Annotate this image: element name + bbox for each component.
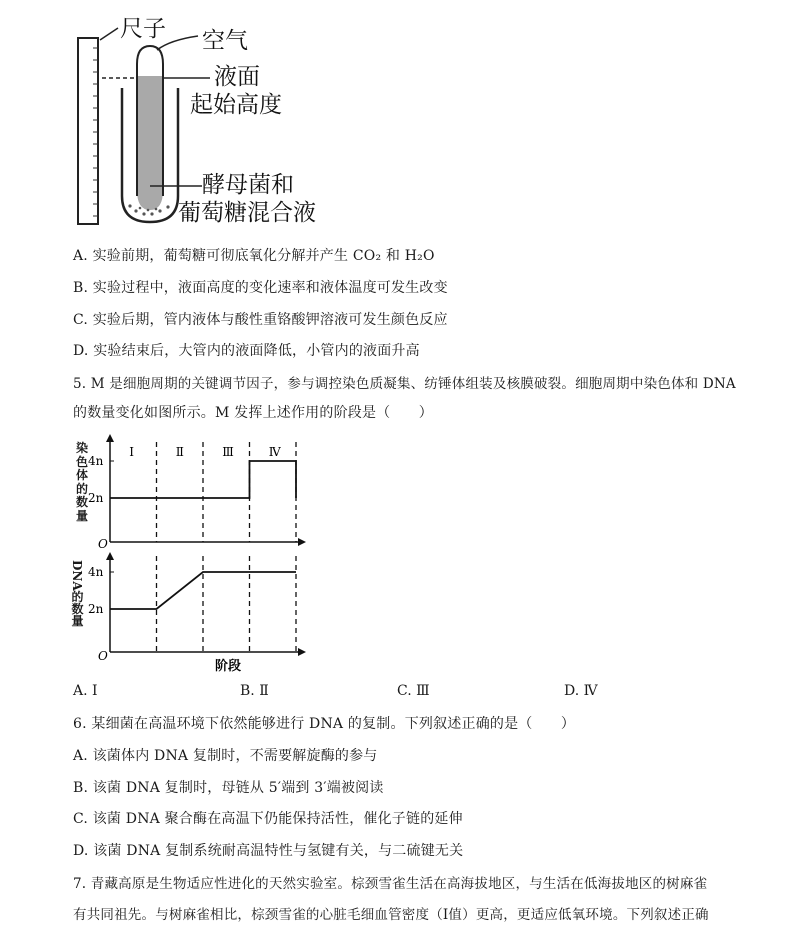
dna-tick-2n: 2n: [88, 602, 104, 616]
label-yeast: 酵母菌和: [202, 172, 294, 198]
label-initial-height: 起始高度: [190, 92, 282, 118]
q5-stem-line1: 5. M 是细胞周期的关键调节因子，参与调控染色质凝集、纺锤体组装及核膜破裂。细胞周期中染色体和 DNA: [73, 376, 736, 392]
chromosome-tick-2n: 2n: [88, 491, 104, 505]
q4-option-c: C. 实验后期，管内液体与酸性重铬酸钾溶液可发生颜色反应: [73, 312, 448, 328]
chromosome-x-arrow: [298, 538, 306, 546]
q4-option-d: D. 实验结束后，大管内的液面降低，小管内的液面升高: [73, 343, 420, 359]
q6-stem: 6. 某细菌在高温环境下依然能够进行 DNA 的复制。下列叙述正确的是（ ）: [73, 716, 576, 732]
dna-x-arrow: [298, 648, 306, 656]
q5-option-d: D. Ⅳ: [564, 683, 598, 699]
q6-option-a: A. 该菌体内 DNA 复制时，不需要解旋酶的参与: [73, 748, 378, 764]
chromosome-y-label: 染色体的数量: [76, 441, 89, 523]
chromosome-y-arrow: [106, 434, 114, 442]
stage-label: Ⅱ: [175, 445, 184, 459]
q5-option-c: C. Ⅲ: [397, 683, 430, 699]
label-glucose-mix: 葡萄糖混合液: [178, 200, 316, 226]
q7-stem-line2: 有共同祖先。与树麻雀相比，棕颈雪雀的心脏毛细血管密度（Ⅰ值）更高，更适应低氧环境。下列叙述正确: [73, 907, 709, 923]
dna-y-label: DNA的数量: [70, 560, 84, 627]
stage-label: Ⅲ: [222, 445, 234, 459]
q6-option-b: B. 该菌 DNA 复制时，母链从 5′端到 3′端被阅读: [73, 780, 384, 796]
x-axis-label: 阶段: [215, 659, 242, 674]
q5-option-b: B. Ⅱ: [240, 683, 269, 699]
q4-option-b: B. 实验过程中，液面高度的变化速率和液体温度可发生改变: [73, 280, 448, 296]
label-liquid-level: 液面: [214, 64, 260, 90]
q6-option-c: C. 该菌 DNA 聚合酶在高温下仍能保持活性，催化子链的延伸: [73, 811, 463, 827]
chromosome-panel: [88, 434, 306, 551]
dna-origin: O: [98, 649, 108, 663]
dna-panel: [88, 552, 306, 674]
q5-stem-line2: 的数量变化如图所示。M 发挥上述作用的阶段是（ ）: [73, 405, 433, 421]
chromosome-tick-4n: 4n: [88, 454, 104, 468]
q5-chart: [70, 434, 310, 674]
stage-dividers: [157, 556, 297, 652]
dna-y-arrow: [106, 552, 114, 560]
label-air: 空气: [202, 28, 248, 54]
chromosome-origin: O: [98, 537, 108, 551]
stage-label: Ⅳ: [268, 445, 281, 459]
q6-option-d: D. 该菌 DNA 复制系统耐高温特性与氢键有关，与二硫键无关: [73, 843, 464, 859]
stage-labels: [129, 445, 282, 459]
stage-label: Ⅰ: [129, 445, 134, 459]
q7-stem-line1: 7. 青藏高原是生物适应性进化的天然实验室。棕颈雪雀生活在高海拔地区，与生活在低海拔地区的树麻雀: [73, 876, 708, 892]
q5-option-a: A. Ⅰ: [73, 683, 98, 699]
q4-option-a: A. 实验前期，葡萄糖可彻底氧化分解并产生 CO₂ 和 H₂O: [73, 248, 435, 264]
inner-tube-liquid: [137, 76, 163, 210]
label-ruler: 尺子: [120, 16, 166, 42]
ruler: [78, 38, 98, 224]
inner-tube: [137, 46, 163, 76]
dna-tick-4n: 4n: [88, 565, 104, 579]
